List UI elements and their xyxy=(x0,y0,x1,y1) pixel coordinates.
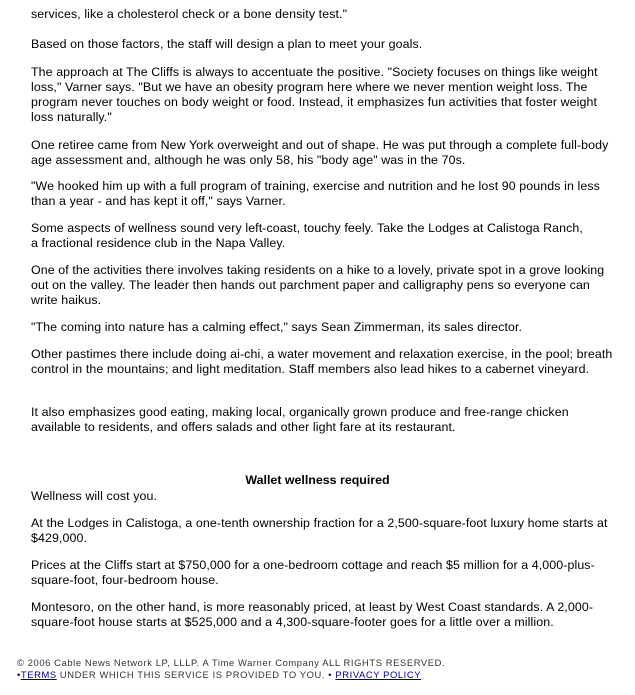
article-paragraph: At the Lodges in Calistoga, a one-tenth ownership fraction for a 2,500-square-foot luxury home starts at $429,000. xyxy=(31,516,608,545)
copyright-notice: © 2006 Cable News Network LP, LLLP. A Time Warner Company ALL RIGHTS RESERVED. xyxy=(17,657,446,668)
bullet-icon: • xyxy=(17,669,21,680)
page-footer xyxy=(17,657,627,681)
article-paragraph: Prices at the Cliffs start at $750,000 for a one-bedroom cottage and reach $5 million for a 4,000-plus-square-foot, four-bedroom house. xyxy=(31,558,595,587)
article-paragraph: services, like a cholesterol check or a bone density test." xyxy=(31,7,348,21)
section-subheading: Wallet wellness required xyxy=(245,473,390,487)
terms-link[interactable]: TERMS xyxy=(20,669,57,680)
article-paragraph: The approach at The Cliffs is always to accentuate the positive. "Society focuses on things like weight loss," Varner says. "But we have an obesity program here where we never mention weight loss. The program never touches on body weight or food. Instead, it emphasizes fun activities that foster weight loss naturally." xyxy=(31,65,598,124)
article-paragraph: Some aspects of wellness sound very left-coast, touchy feely. Take the Lodges at Calistoga Ranch, a fractional residence club in the Napa Valley. xyxy=(31,221,583,250)
article-paragraph: "We hooked him up with a full program of training, exercise and nutrition and he lost 90 pounds in less than a year - and has kept it off," says Varner. xyxy=(31,179,600,208)
bullet-icon: • xyxy=(328,669,333,680)
article-paragraph: Wellness will cost you. xyxy=(31,489,158,503)
terms-text: UNDER WHICH THIS SERVICE IS PROVIDED TO YOU. xyxy=(56,669,329,680)
footer-links xyxy=(17,669,627,681)
article-paragraph: Other pastimes there include doing ai-chi, a water movement and relaxation exercise, in the pool; breath control in the mountains; and light meditation. Staff members also lead hikes to a cabernet vineyard. xyxy=(31,347,613,376)
article-paragraph: One retiree came from New York overweight and out of shape. He was put through a complete full-body age assessment and, although he was only 58, his "body age" was in the 70s. xyxy=(31,138,609,167)
article-paragraph: It also emphasizes good eating, making local, organically grown produce and free-range chicken available to residents, and offers salads and other light fare at its restaurant. xyxy=(31,405,569,434)
privacy-policy-link[interactable]: PRIVACY POLICY xyxy=(335,669,422,680)
article-paragraph: Montesoro, on the other hand, is more reasonably priced, at least by West Coast standards. A 2,000-square-foot house starts at $525,000 and a 4,300-square-footer goes for a little over a million. xyxy=(31,600,594,629)
article-paragraph: One of the activities there involves taking residents on a hike to a lovely, private spot in a grove looking out on the valley. The leader then hands out parchment paper and calligraphy pens so everyone can write haikus. xyxy=(31,263,605,307)
article-paragraph: "The coming into nature has a calming effect," says Sean Zimmerman, its sales director. xyxy=(31,320,523,334)
article-paragraph: Based on those factors, the staff will design a plan to meet your goals. xyxy=(31,37,423,51)
